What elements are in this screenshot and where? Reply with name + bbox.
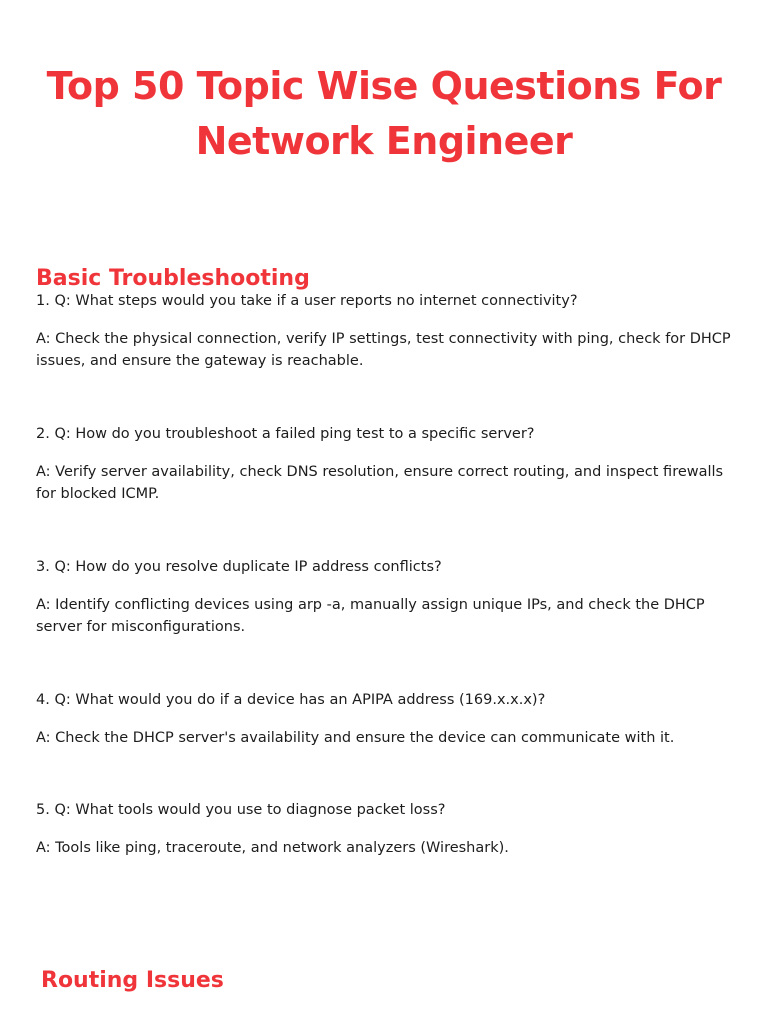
qa-item-1 (36, 290, 736, 373)
question-text: 3. Q: How do you resolve duplicate IP address conflicts? (36, 559, 442, 575)
section-heading-routing-issues: Routing Issues (41, 968, 224, 994)
answer-text: A: Check the DHCP server's availability and ensure the device can communicate with it. (36, 729, 675, 746)
page-title-line-2: Network Engineer (195, 119, 573, 164)
section-heading-basic-troubleshooting: Basic Troubleshooting (36, 266, 310, 292)
qa-item-3 (36, 556, 736, 639)
answer-text: A: Check the physical connection, verify IP settings, test connectivity with ping, check for DHCP issues, and ensure the gateway is reachable. (36, 330, 731, 369)
qa-item-4 (36, 689, 736, 749)
answer-text: A: Identify conflicting devices using arp -a, manually assign unique IPs, and check the DHCP server for misconfigurations. (36, 596, 705, 635)
qa-item-5 (36, 799, 736, 859)
question-text: 1. Q: What steps would you take if a user reports no internet connectivity? (36, 293, 578, 309)
answer-text: A: Tools like ping, traceroute, and network analyzers (Wireshark). (36, 839, 509, 856)
question-text: 5. Q: What tools would you use to diagnose packet loss? (36, 802, 446, 818)
page-title (0, 59, 768, 169)
question-text: 2. Q: How do you troubleshoot a failed ping test to a specific server? (36, 426, 535, 442)
answer-text: A: Verify server availability, check DNS resolution, ensure correct routing, and inspect firewalls for blocked ICMP. (36, 463, 724, 502)
page-title-line-1: Top 50 Topic Wise Questions For (46, 64, 722, 109)
question-text: 4. Q: What would you do if a device has an APIPA address (169.x.x.x)? (36, 692, 546, 708)
qa-item-2 (36, 423, 736, 506)
